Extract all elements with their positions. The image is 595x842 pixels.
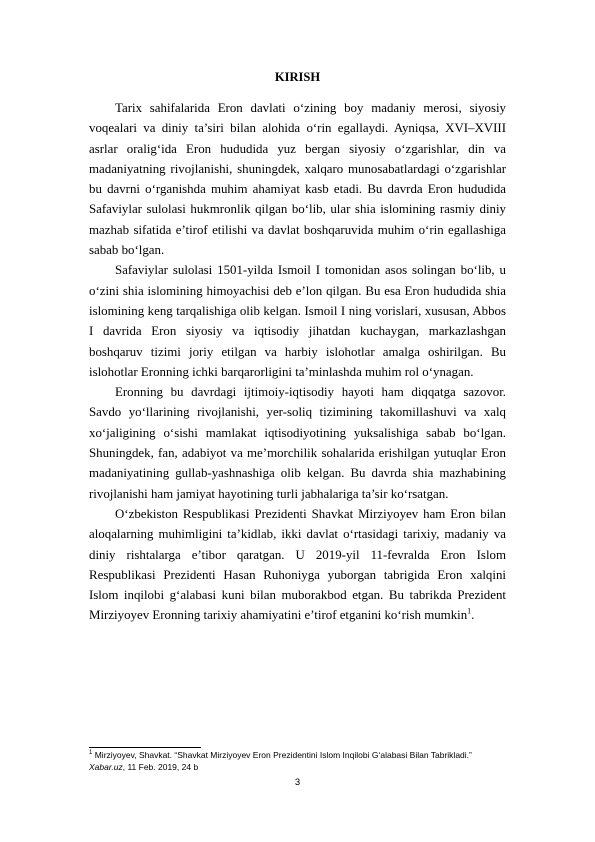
- paragraph-1: Tarix sahifalarida Eron davlati o‘zining boy madaniy merosi, siyosiy voqealari va diniy ta’siri bilan alohida o‘rin egallaydi. Ayniqsa, XVI–XVIII asrlar oralig‘ida Eron hududida yuz bergan siyosiy o‘zgarishlar, din va madaniyatning rivojlanishi, shuningdek, xalqaro munosabatlardagi o‘zgarishlar bu davrni o‘rganishda muhim ahamiyat kasb etadi. Bu davrda Eron hududida Safaviylar sulolasi hukmronlik qilgan bo‘lib, ular shia islomining rasmiy diniy mazhab sifatida e’tirof etilishi va davlat boshqaruvida muhim o‘rin egallashiga sabab bo‘lgan.: [89, 101, 506, 258]
- footnote-reference[interactable]: 1: [467, 607, 472, 617]
- footnote-text: Mirziyoyev, Shavkat. “Shavkat Mirziyoyev Eron Prezidentini Islom Inqilobi G‘alabasi Bilan Tabrikladi.”: [94, 750, 472, 760]
- page-number: 3: [294, 777, 301, 788]
- footnote: [89, 750, 507, 773]
- footnote-source: Xabar.uz: [89, 761, 123, 772]
- paragraph-4-text: O‘zbekiston Respublikasi Prezidenti Shavkat Mirziyoyev ham Eron bilan aloqalarning muhimligini ta’kidlab, ikki davlat o‘rtasidagi tarixiy, madaniy va diniy rishtalarga e’tibor qaratgan. U 2019-yil 11-fevralda Eron Islom Respublikasi Prezidenti Hasan Ruhoniyga yuborgan tabrigida Eron xalqini Islom inqilobi g‘alabasi kuni bilan muborakbod etgan. Bu tabrikda Prezident Mirziyoyev Eronning tarixiy ahamiyatini e’tirof etganini ko‘rish mumkin: [89, 506, 506, 623]
- page-title: KIRISH: [274, 70, 321, 84]
- body-text: [89, 98, 506, 626]
- paragraph-4: O‘zbekiston Respublikasi Prezidenti Shavkat Mirziyoyev ham Eron bilan aloqalarning muhimligini ta’kidlab, ikki davlat o‘rtasidagi tarixiy, madaniy va diniy rishtalarga e’tibor qaratgan. U 2019-yil 11-fevralda Eron Islom Respublikasi Prezidenti Hasan Ruhoniyga yuborgan tabrigida Eron xalqini Islom inqilobi g‘alabasi kuni bilan muborakbod etgan. Bu tabrikda Prezident Mirziyoyev Eronning tarixiy ahamiyatini e’tirof etganini ko‘rish mumkin$^1$.: [89, 506, 506, 623]
- footnote-divider: [89, 747, 201, 748]
- footnote-tail: , 11 Feb. 2019, 24 b: [122, 761, 199, 772]
- paragraph-3: Eronning bu davrdagi ijtimoiy-iqtisodiy hayoti ham diqqatga sazovor. Savdo yo‘llarining rivojlanishi, yer-soliq tizimining takomillashuvi va xalq xo‘jaligining o‘sishi mamlakat iqtisodiyotining yuksalishiga sabab bo‘lgan. Shuningdek, fan, adabiyot va me’morchilik sohalarida erishilgan yutuqlar Eron madaniyatining gullab-yashnashiga olib kelgan. Bu davrda shia mazhabining rivojlanishi ham jamiyat hayotining turli jabhalariga ta’sir ko‘rsatgan.: [89, 385, 506, 501]
- footnote-number: 1: [89, 750, 93, 757]
- paragraph-2: Safaviylar sulolasi 1501-yilda Ismoil I tomonidan asos solingan bo‘lib, u o‘zini shia islomining himoyachisi deb e’lon qilgan. Bu esa Eron hududida shia islomining keng tarqalishiga olib kelgan. Ismoil I ning vorislari, xususan, Abbos I davrida Eron siyosiy va iqtisodiy jihatdan kuchaygan, markazlashgan boshqaruv tizimi joriy etilgan va harbiy islohotlar amalga oshirilgan. Bu islohotlar Eronning ichki barqarorligini ta’minlashda muhim rol o‘ynagan.: [89, 263, 506, 379]
